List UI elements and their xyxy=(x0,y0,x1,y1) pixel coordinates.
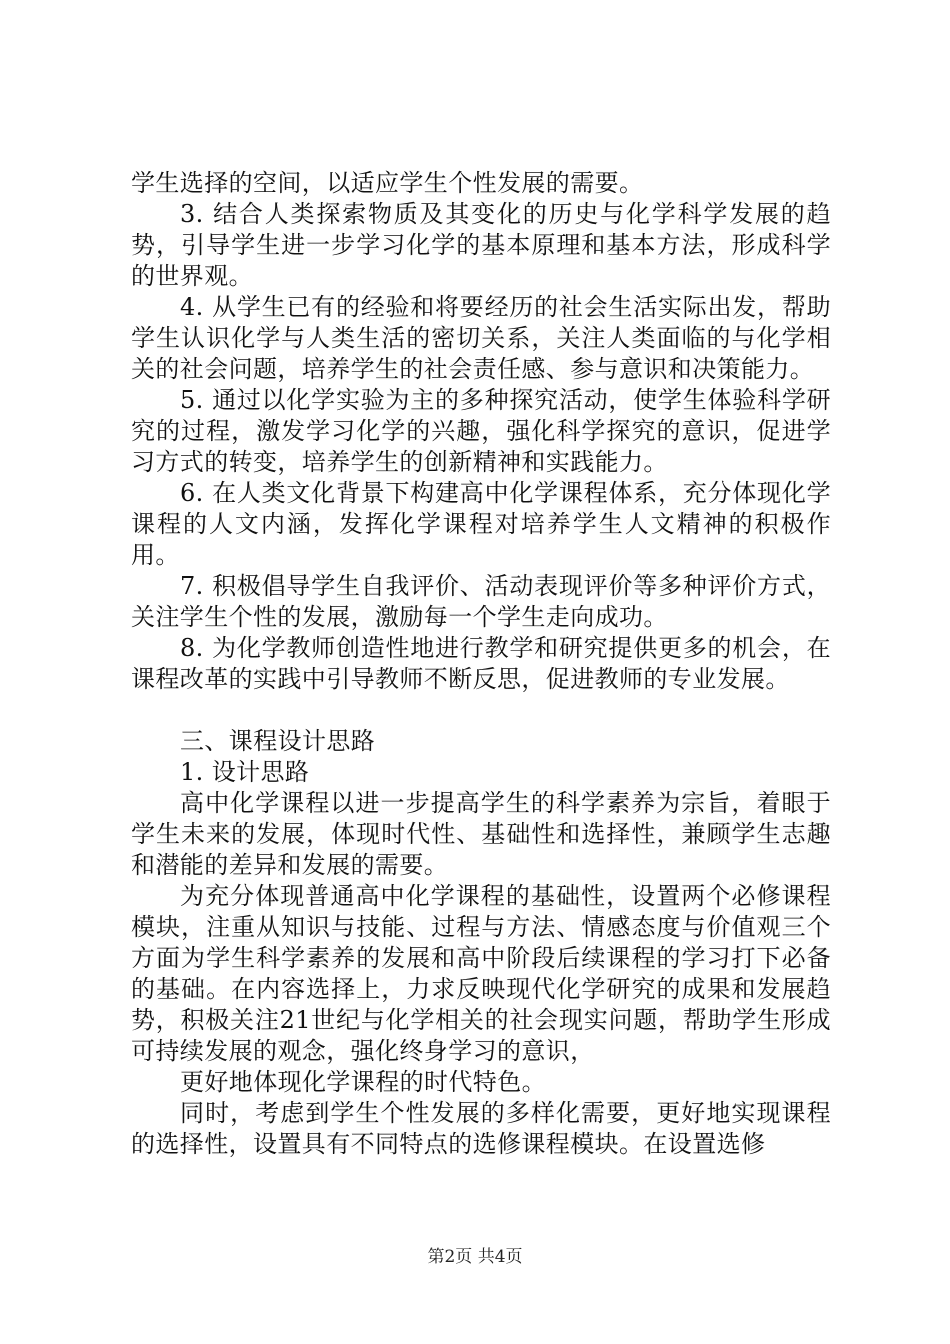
paragraph: 同时，考虑到学生个性发展的多样化需要，更好地实现课程的选择性，设置具有不同特点的选修课程模块。在设置选修 xyxy=(131,1099,831,1158)
list-item-6: 6. 在人类文化背景下构建高中化学课程体系，充分体现化学课程的人文内涵，发挥化学课程对培养学生人文精神的积极作用。 xyxy=(131,479,831,569)
list-item-5: 5. 通过以化学实验为主的多种探究活动，使学生体验科学研究的过程，激发学习化学的兴趣，强化科学探究的意识，促进学习方式的转变，培养学生的创新精神和实践能力。 xyxy=(131,386,831,476)
paragraph: 为充分体现普通高中化学课程的基础性，设置两个必修课程模块，注重从知识与技能、过程与方法、情感态度与价值观三个方面为学生科学素养的发展和高中阶段后续课程的学习打下必备的基础。在内容选择上，力求反映现代化学研究的成果和发展趋势，积极关注21世纪与化学相关的社会现实问题，帮助学生形成可持续发展的观念，强化终身学习的意识， xyxy=(131,882,831,1065)
paragraph: 学生选择的空间，以适应学生个性发展的需要。 xyxy=(131,169,644,197)
paragraph: 高中化学课程以进一步提高学生的科学素养为宗旨，着眼于学生未来的发展，体现时代性、基础性和选择性，兼顾学生志趣和潜能的差异和发展的需要。 xyxy=(131,789,831,879)
list-item-3: 3. 结合人类探索物质及其变化的历史与化学科学发展的趋势，引导学生进一步学习化学的基本原理和基本方法，形成科学的世界观。 xyxy=(131,200,831,290)
list-item-4: 4. 从学生已有的经验和将要经历的社会生活实际出发，帮助学生认识化学与人类生活的密切关系，关注人类面临的与化学相关的社会问题，培养学生的社会责任感、参与意识和决策能力。 xyxy=(131,293,831,383)
section-heading: 三、课程设计思路 xyxy=(180,727,376,755)
page-footer: 第2页 共4页 xyxy=(427,1247,523,1267)
paragraph: 更好地体现化学课程的时代特色。 xyxy=(180,1068,546,1096)
paragraph-spacer xyxy=(131,695,831,726)
subsection-heading: 1. 设计思路 xyxy=(180,758,310,786)
list-item-8: 8. 为化学教师创造性地进行教学和研究提供更多的机会，在课程改革的实践中引导教师不断反思，促进教师的专业发展。 xyxy=(131,634,831,693)
document-body xyxy=(131,168,831,1160)
list-item-7: 7. 积极倡导学生自我评价、活动表现评价等多种评价方式，关注学生个性的发展，激励每一个学生走向成功。 xyxy=(131,572,831,631)
